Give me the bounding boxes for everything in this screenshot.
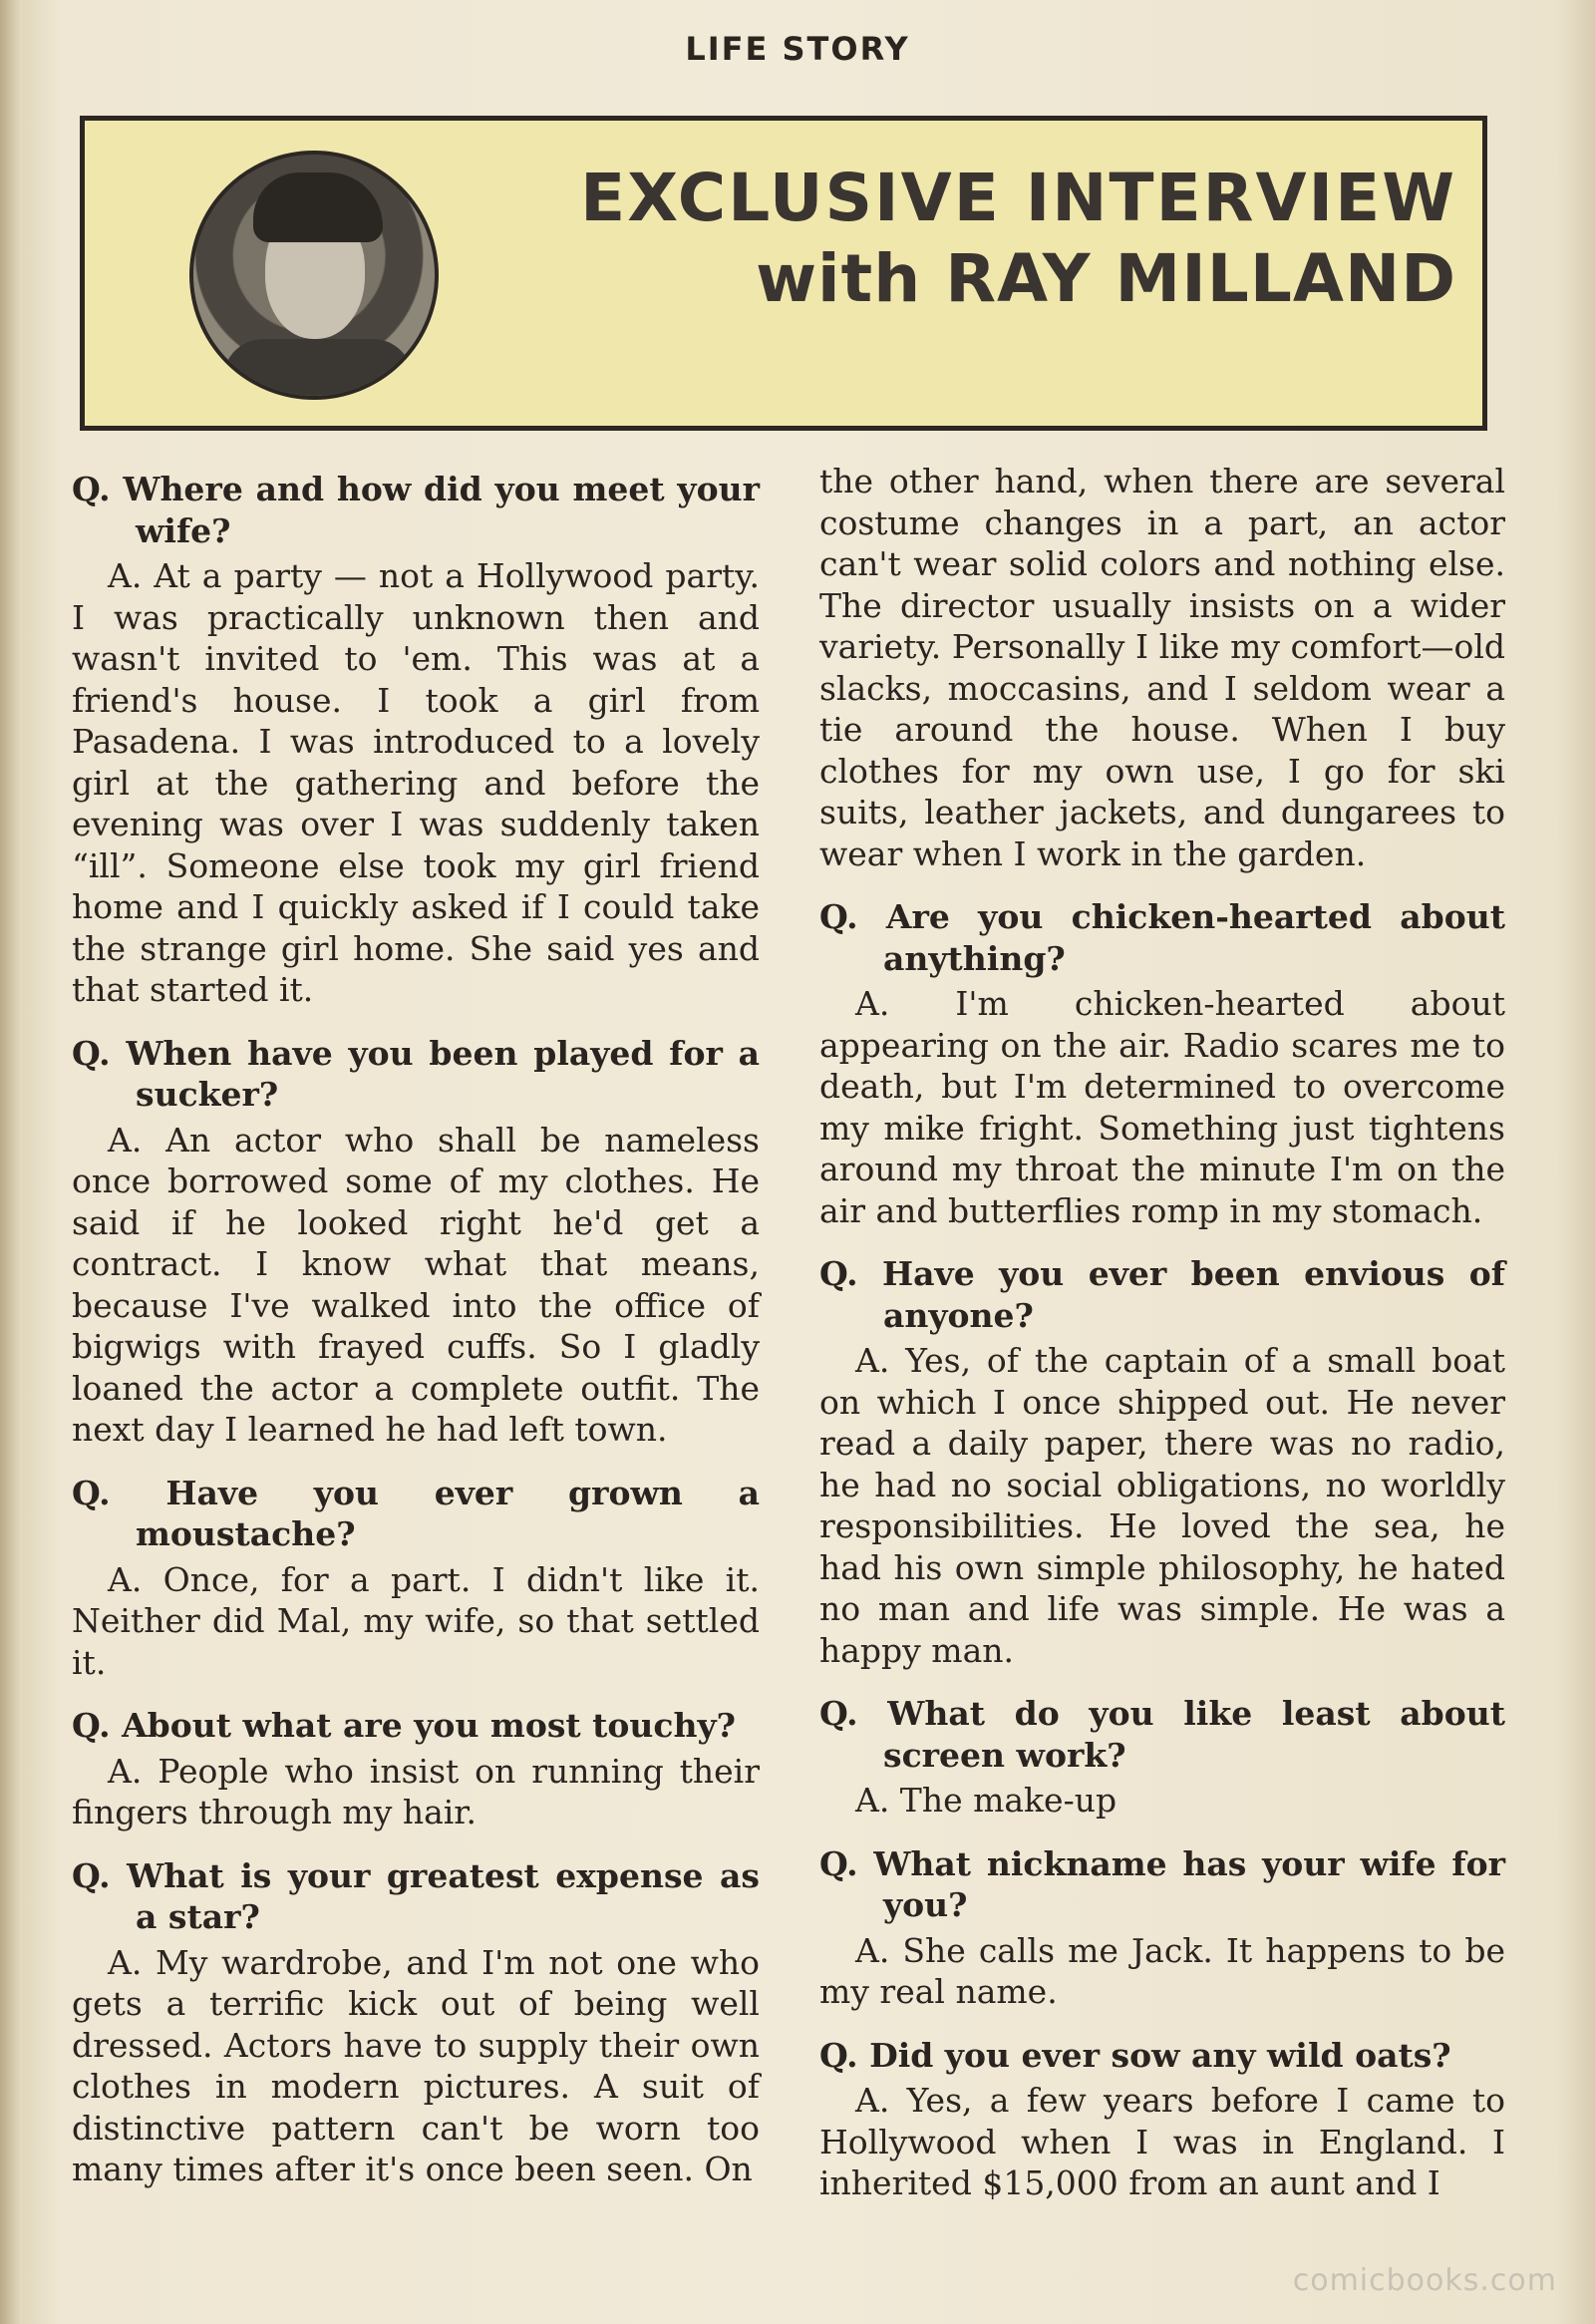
answer: A. The make-up bbox=[855, 1781, 1117, 1820]
title-line-1: EXCLUSIVE INTERVIEW bbox=[580, 160, 1456, 236]
answer: A. At a party — not a Hollywood party. I was practically unknown then and wasn't invited to 'em. This was at a friend's house. I took a girl from Pasadena. I was introduced to a lovely girl at the gathering and before the evening was over I was suddenly taken “ill”. Someone else took my girl friend home and I quickly asked if I could take the strange girl home. She said yes and that started it. bbox=[72, 556, 760, 1009]
question: Q. What nickname has your wife for you? bbox=[819, 1843, 1505, 1924]
answer: A. My wardrobe, and I'm not one who gets a terrific kick out of being well dressed. Actors have to supply their own clothes in modern pictures. A suit of distinctive pattern can't be worn too many times after it's once been seen. On bbox=[72, 1942, 760, 2188]
portrait-collar bbox=[223, 339, 413, 400]
continued-answer: the other hand, when there are several costume changes in a part, an actor can't wear solid colors and nothing else. The director usually insists on a wider variety. Personally I like my comfort—old slacks, moccasins, and I seldom wear a tie around the house. When I buy clothes for my own use, I go for ski suits, leather jackets, and dungarees to wear when I work in the garden. bbox=[819, 462, 1505, 873]
title-banner bbox=[80, 116, 1487, 431]
answer: A. An actor who shall be nameless once borrowed some of my clothes. He said if he looked right he'd get a contract. I know what that means, because I've walked into the office of bigwigs with frayed cuffs. So I gladly loaned the actor a complete outfit. The next day I learned he had left town. bbox=[72, 1120, 760, 1449]
portrait-photo bbox=[189, 151, 439, 400]
question: Q. Have you ever been envious of anyone? bbox=[819, 1254, 1505, 1335]
article-title bbox=[580, 159, 1456, 319]
question: Q. When have you been played for a sucker? bbox=[72, 1033, 760, 1114]
qa-item bbox=[819, 1693, 1505, 1822]
watermark: comicbooks.com bbox=[1292, 2263, 1557, 2298]
running-head: LIFE STORY bbox=[685, 30, 910, 68]
page-spine-shadow bbox=[0, 0, 22, 2324]
answer: A. I'm chicken-hearted about appearing on the air. Radio scares me to death, but I'm determined to overcome my mike fright. Something just tightens around my throat the minute I'm on the air and butterflies romp in my stomach. bbox=[819, 984, 1505, 1230]
answer: A. She calls me Jack. It happens to be my real name. bbox=[819, 1930, 1505, 2011]
right-column bbox=[819, 461, 1505, 2226]
question: Q. Are you chicken-hearted about anything? bbox=[819, 897, 1505, 978]
answer: A. People who insist on running their fingers through my hair. bbox=[72, 1751, 760, 1831]
title-line-2: with RAY MILLAND bbox=[756, 239, 1456, 317]
qa-item bbox=[819, 2035, 1505, 2204]
answer: A. Yes, a few years before I came to Hollywood when I was in England. I inherited $15,000 from an aunt and I bbox=[819, 2081, 1505, 2202]
qa-item bbox=[819, 1843, 1505, 2013]
question: Q. About what are you most touchy? bbox=[72, 1706, 737, 1745]
qa-item bbox=[819, 896, 1505, 1231]
question: Q. What is your greatest expense as a star? bbox=[72, 1855, 760, 1936]
qa-item bbox=[72, 1705, 760, 1833]
question: Q. What do you like least about screen work? bbox=[819, 1694, 1505, 1775]
qa-item bbox=[72, 469, 760, 1011]
portrait-hair bbox=[253, 172, 383, 242]
qa-item bbox=[72, 1033, 760, 1451]
answer: A. Once, for a part. I didn't like it. Neither did Mal, my wife, so that settled it. bbox=[72, 1559, 760, 1682]
qa-item bbox=[72, 1855, 760, 2190]
qa-item bbox=[819, 1253, 1505, 1671]
left-column bbox=[72, 469, 760, 2212]
question: Q. Did you ever sow any wild oats? bbox=[819, 2035, 1451, 2075]
question: Q. Where and how did you meet your wife? bbox=[72, 470, 760, 550]
question: Q. Have you ever grown a moustache? bbox=[72, 1473, 760, 1553]
qa-item bbox=[72, 1473, 760, 1684]
answer: A. Yes, of the captain of a small boat on which I once shipped out. He never read a daily paper, there was no radio, he had no social obligations, no worldly responsibilities. He loved the sea, he had his own simple philosophy, he hated no man and life was simple. He was a happy man. bbox=[819, 1341, 1505, 1670]
